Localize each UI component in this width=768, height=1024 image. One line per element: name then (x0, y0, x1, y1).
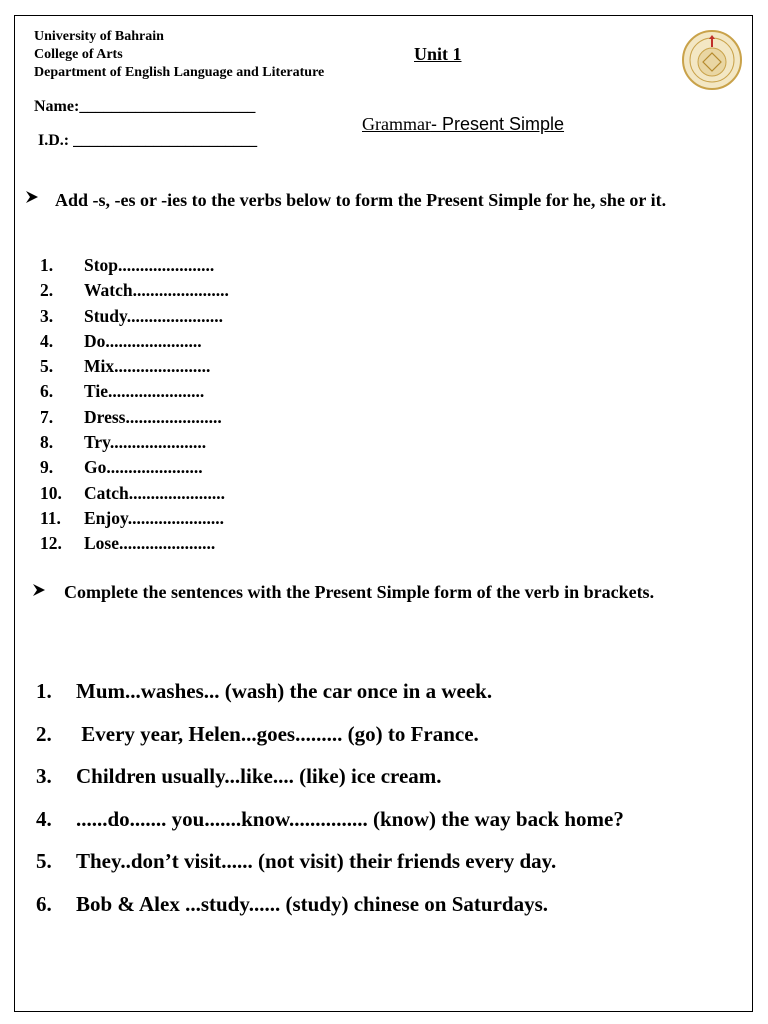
verb-item-text: Watch...................... (84, 280, 229, 301)
verb-item-number: 10. (40, 482, 62, 503)
verb-item-text: Stop...................... (84, 255, 215, 275)
verb-item-text: Mix...................... (84, 356, 211, 377)
verb-item (40, 531, 229, 556)
sentence-number: 5. (36, 849, 52, 873)
sentence-item (36, 849, 756, 892)
verb-item (40, 379, 229, 404)
verb-item (40, 506, 229, 531)
verb-item-text: Tie...................... (84, 381, 205, 402)
verb-item-number: 5. (40, 356, 54, 377)
sentence-list (36, 679, 756, 934)
verb-item-number: 2. (40, 280, 54, 301)
sentence-item (36, 892, 756, 935)
unit-label: Unit 1 (414, 44, 462, 64)
verb-item (40, 253, 229, 278)
sentence-number: 1. (36, 679, 52, 703)
worksheet-title (362, 114, 564, 135)
sentence-item (36, 722, 756, 765)
verb-list (40, 253, 229, 557)
department-name: Department of English Language and Literature (34, 65, 325, 80)
verb-item (40, 354, 229, 379)
verb-item-number: 9. (40, 457, 54, 478)
verb-item (40, 304, 229, 329)
verb-item-text: Lose...................... (84, 533, 216, 554)
sentence-number: 4. (36, 806, 52, 831)
sentence-text: Children usually...like.... (like) ice cream. (76, 764, 442, 788)
verb-item-text: Study...................... (84, 305, 224, 326)
verb-item-number: 11. (40, 507, 61, 528)
sentence-text: They..don’t visit...... (not visit) their friends every day. (76, 849, 557, 873)
verb-item-text: Enjoy...................... (84, 507, 225, 528)
verb-item (40, 278, 229, 303)
verb-item-number: 8. (40, 432, 54, 453)
arrowhead-bullet-icon (32, 583, 46, 602)
college-name: College of Arts (34, 47, 123, 62)
sentence-number: 3. (36, 764, 52, 788)
verb-item-number: 3. (40, 305, 54, 326)
name-field[interactable]: Name:______________________ (34, 98, 256, 115)
verb-item-number: 1. (40, 255, 54, 275)
verb-item-text: Dress...................... (84, 406, 222, 427)
title-grammar: Grammar (362, 114, 431, 134)
header-institution (34, 28, 324, 82)
verb-item (40, 329, 229, 354)
section1-instruction: Add -s, -es or -ies to the verbs below to form the Present Simple for he, she or it. (55, 190, 667, 210)
id-field[interactable]: I.D.: _______________________ (38, 132, 258, 149)
verb-item-text: Try...................... (84, 432, 207, 453)
sentence-number: 6. (36, 891, 52, 916)
verb-item (40, 481, 229, 506)
arrowhead-bullet-icon (25, 190, 39, 209)
sentence-text: Mum...washes... (wash) the car once in a week. (76, 679, 493, 703)
sentence-item (36, 764, 756, 807)
verb-item-text: Do...................... (84, 330, 202, 351)
sentence-item (36, 679, 756, 722)
title-topic: - Present Simple (430, 114, 565, 134)
verb-item (40, 430, 229, 455)
university-name: University of Bahrain (34, 29, 164, 44)
verb-item-text: Catch...................... (84, 482, 225, 503)
sentence-text: ......do....... you.......know............... (know) the way back home? (76, 806, 624, 831)
verb-item-text: Go...................... (84, 457, 203, 478)
sentence-item (36, 807, 756, 850)
sentence-text: Bob & Alex ...study...... (study) chinese on Saturdays. (76, 891, 548, 916)
verb-item-number: 12. (40, 533, 62, 554)
verb-item-number: 4. (40, 330, 54, 351)
sentence-text: Every year, Helen...goes......... (go) to France. (76, 721, 479, 746)
verb-item-number: 6. (40, 381, 54, 402)
verb-item (40, 455, 229, 480)
verb-item (40, 405, 229, 430)
verb-item-number: 7. (40, 406, 54, 427)
sentence-number: 2. (36, 721, 52, 746)
section2-instruction: Complete the sentences with the Present Simple form of the verb in brackets. (64, 582, 655, 602)
university-seal-icon (681, 29, 743, 91)
